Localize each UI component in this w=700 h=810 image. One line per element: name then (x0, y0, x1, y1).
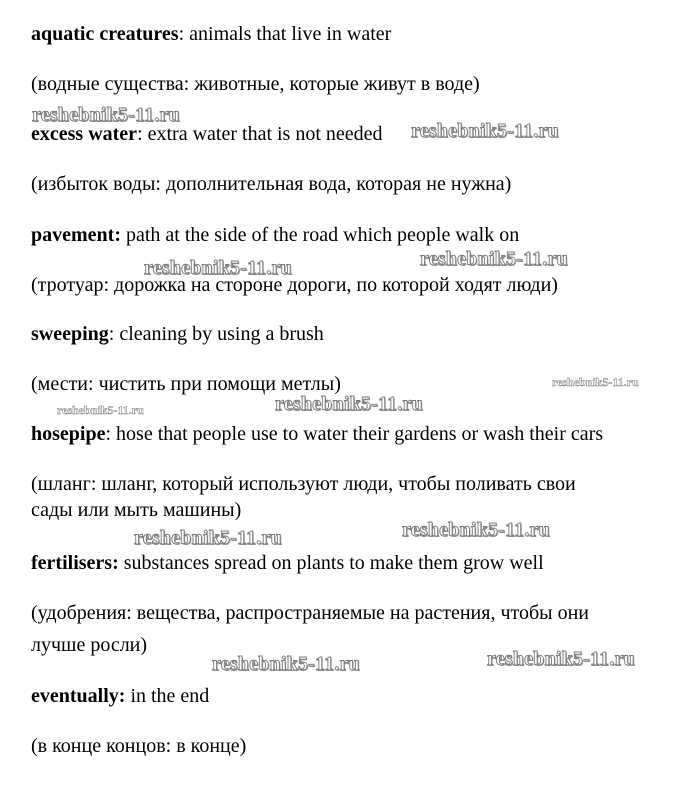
watermark: reshebnik5-11.ru (134, 527, 282, 549)
term: sweeping (31, 323, 109, 345)
watermark: reshebnik5-11.ru (32, 104, 180, 126)
translation: (в конце концов: в конце) (31, 735, 247, 757)
entry-eventually (31, 684, 209, 708)
watermark: reshebnik5-11.ru (57, 403, 144, 417)
entry-pavement (31, 223, 519, 247)
watermark: reshebnik5-11.ru (487, 648, 635, 670)
entry-fertilisers (31, 551, 544, 575)
translation: (шланг: шланг, который используют люди, чтобы поливать свои (31, 473, 576, 495)
definition: hose that people use to water their gardens or wash their cars (111, 423, 604, 445)
definition: animals that live in water (184, 23, 392, 45)
definition: substances spread on plants to make them grow well (118, 552, 544, 574)
entry-aquatic-creatures (31, 22, 391, 46)
watermark: reshebnik5-11.ru (212, 653, 360, 675)
term: pavement: (31, 224, 121, 246)
term: eventually: (31, 685, 126, 707)
translation: (удобрения: вещества, распространяемые на растения, чтобы они (31, 602, 589, 624)
definition: in the end (125, 685, 210, 707)
term: excess water (31, 123, 138, 145)
translation-continued: лучше росли) (31, 634, 148, 656)
term: fertilisers: (31, 552, 119, 574)
term-separator: : (178, 23, 185, 45)
watermark: reshebnik5-11.ru (275, 393, 423, 415)
watermark: reshebnik5-11.ru (552, 375, 639, 389)
watermark: reshebnik5-11.ru (144, 257, 292, 279)
translation: (мести: чистить при помощи метлы) (31, 373, 341, 395)
translation-continued: сады или мыть машины) (31, 499, 242, 521)
translation: (водные существа: животные, которые живут в воде) (31, 73, 480, 95)
definition: cleaning by using a brush (114, 323, 324, 345)
translation: (тротуар: дорожка на стороне дороги, по которой ходят люди) (31, 274, 558, 296)
definition: extra water that is not needed (142, 123, 383, 145)
watermark: reshebnik5-11.ru (420, 248, 568, 270)
watermark: reshebnik5-11.ru (411, 120, 559, 142)
entry-hosepipe (31, 422, 603, 446)
watermark: reshebnik5-11.ru (402, 519, 550, 541)
term-separator: : (105, 423, 112, 445)
entry-sweeping (31, 322, 324, 346)
term: hosepipe (31, 423, 106, 445)
term: aquatic creatures (31, 23, 179, 45)
translation: (избыток воды: дополнительная вода, которая не нужна) (31, 173, 512, 195)
definition: path at the side of the road which people walk on (120, 224, 520, 246)
term-separator: : (137, 123, 143, 145)
term-separator: : (108, 323, 115, 345)
